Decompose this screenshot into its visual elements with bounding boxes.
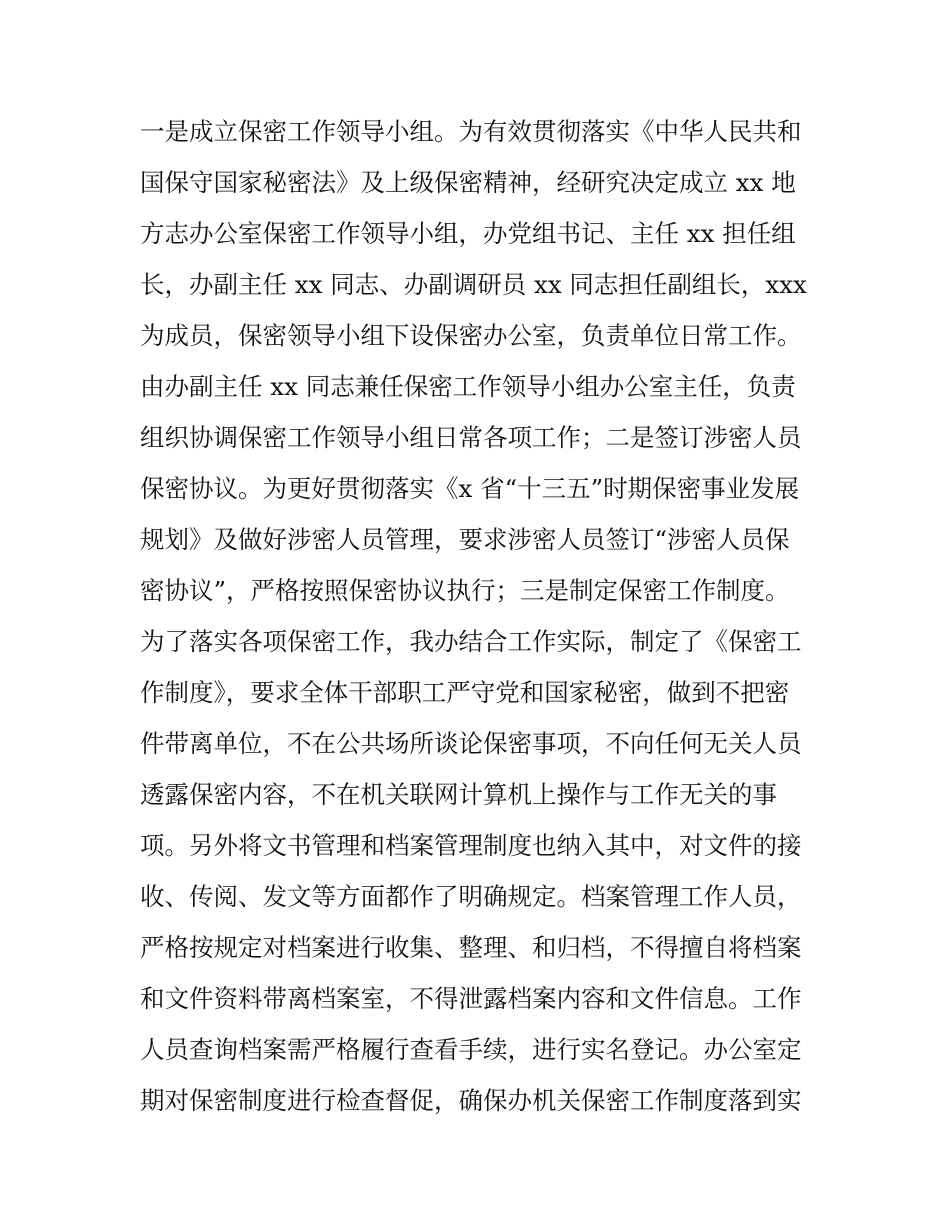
text-line: 严格按规定对档案进行收集、整理、和归档，不得擅自将档案 [140,933,802,962]
text-line: 方志办公室保密工作领导小组，办党组书记、主任 xx 担任组 [140,219,796,248]
text-line: 件带离单位，不在公共场所谈论保密事项，不向任何无关人员 [140,729,802,758]
text-line: 期对保密制度进行检查督促，确保办机关保密工作制度落到实 [140,1086,802,1115]
text-line: 长，办副主任 xx 同志、办副调研员 xx 同志担任副组长，xxx [140,270,807,299]
text-line: 保密协议。为更好贯彻落实《x 省“十三五”时期保密事业发展 [140,474,800,503]
text-line: 由办副主任 xx 同志兼任保密工作领导小组办公室主任，负责 [140,372,796,401]
text-line: 透露保密内容，不在机关联网计算机上操作与工作无关的事 [140,780,777,809]
text-line: 为成员，保密领导小组下设保密办公室，负责单位日常工作。 [140,321,802,350]
text-line: 收、传阅、发文等方面都作了明确规定。档案管理工作人员， [140,882,802,911]
text-line: 人员查询档案需严格履行查看手续，进行实名登记。办公室定 [140,1035,802,1064]
text-line: 规划》及做好涉密人员管理，要求涉密人员签订“涉密人员保 [140,525,790,554]
text-line: 一是成立保密工作领导小组。为有效贯彻落实《中华人民共和 [140,117,802,146]
text-line: 项。另外将文书管理和档案管理制度也纳入其中，对文件的接 [140,831,802,860]
text-line: 和文件资料带离档案室，不得泄露档案内容和文件信息。工作 [140,984,802,1013]
text-line: 组织协调保密工作领导小组日常各项工作；二是签订涉密人员 [140,423,802,452]
body-paragraph [140,106,820,1126]
text-line: 为了落实各项保密工作，我办结合工作实际，制定了《保密工 [140,627,802,656]
text-line: 作制度》，要求全体干部职工严守党和国家秘密，做到不把密 [140,678,790,707]
text-line: 国保守国家秘密法》及上级保密精神，经研究决定成立 xx 地 [140,168,796,197]
text-line: 密协议”，严格按照保密协议执行；三是制定保密工作制度。 [140,576,790,605]
